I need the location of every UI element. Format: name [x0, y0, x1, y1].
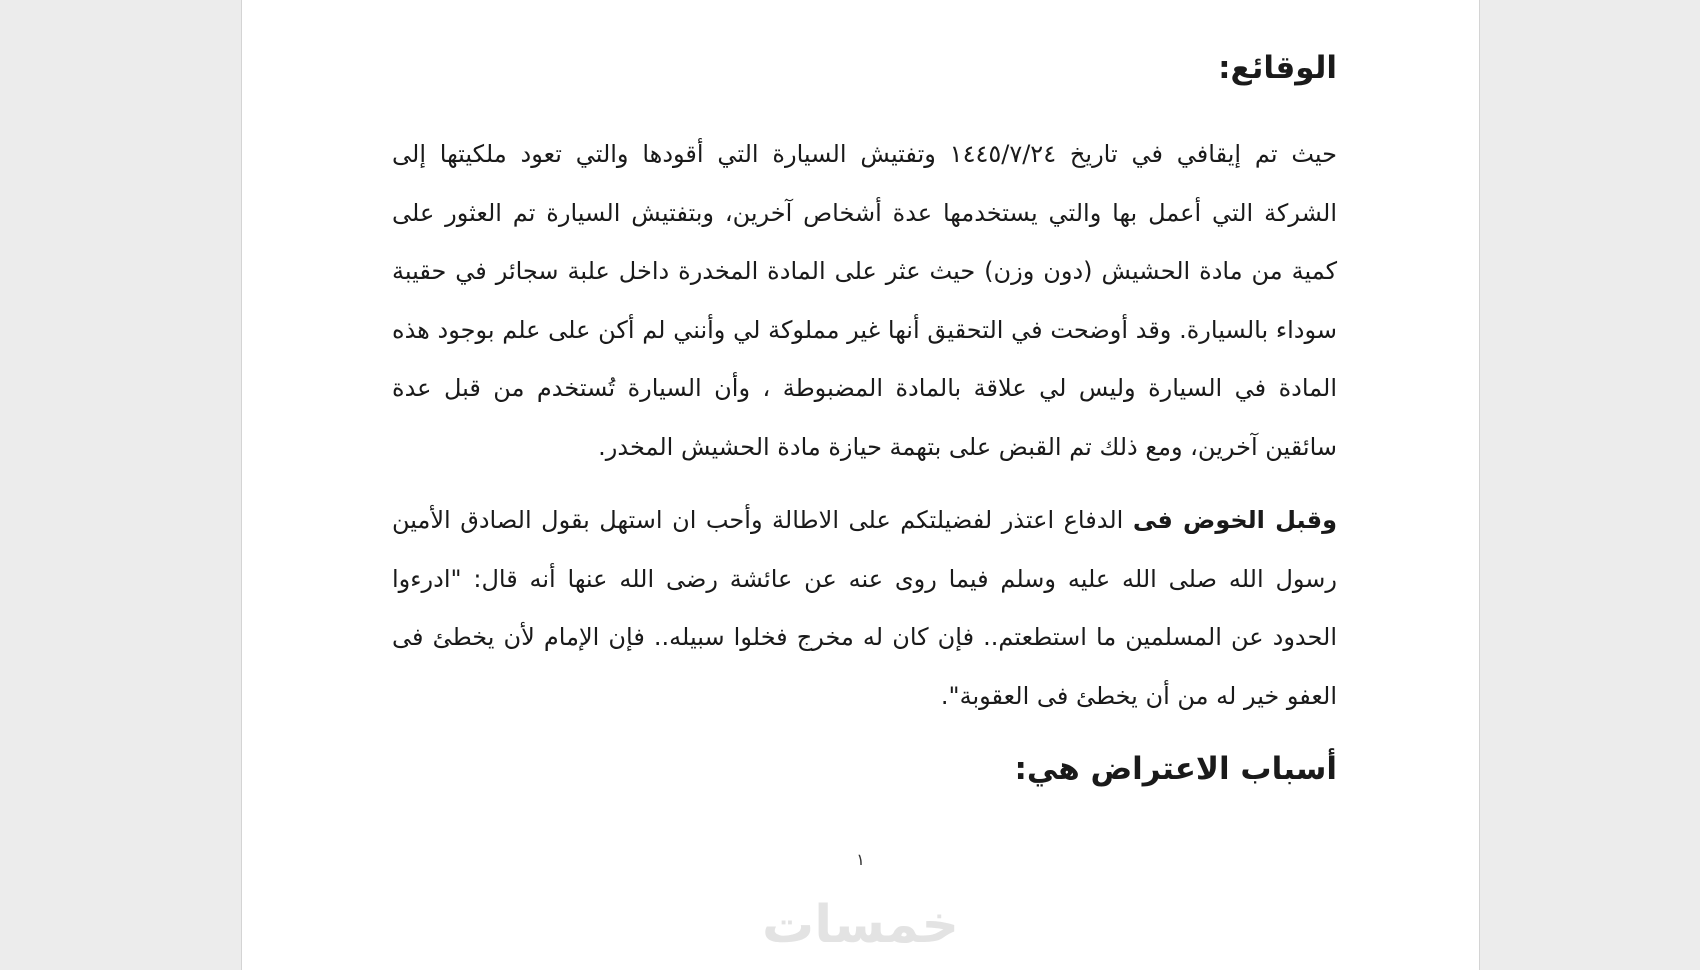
defense-paragraph-text: الدفاع اعتذر لفضيلتكم على الاطالة وأحب ان استهل بقول الصادق الأمين رسول الله صلى الله عليه وسلم فيما روى عنه عن عائشة رضى الله عنها أنه قال: "ادرءوا الحدود عن المسلمين ما استطعتم.. فإن كان له مخرج فخلوا سبيله.. فإن الإمام لأن يخطئ فى العفو خير له من أن يخطئ فى العقوبة". — [392, 506, 1337, 710]
document-page — [241, 0, 1480, 970]
reasons-heading: أسباب الاعتراض هي: — [1014, 751, 1337, 787]
page-content — [392, 40, 1337, 797]
facts-heading: الوقائع: — [1218, 50, 1337, 86]
defense-paragraph-bold-lead: وقبل الخوض فى — [1132, 506, 1337, 534]
watermark-logo: خمسات — [761, 895, 960, 955]
page-number: ١ — [856, 850, 865, 869]
facts-paragraph: حيث تم إيقافي في تاريخ ١٤٤٥/٧/٢٤ وتفتيش السيارة التي أقودها والتي تعود ملكيتها إلى الشركة التي أعمل بها والتي يستخدمها عدة أشخاص آخرين، وبتفتيش السيارة تم العثور على كمية من مادة الحشيش (دون وزن) حيث عثر على المادة المخدرة داخل علبة سجائر في حقيبة سوداء بالسيارة. وقد أوضحت في التحقيق أنها غير مملوكة لي وأنني لم أكن على علم بوجود هذه المادة في السيارة وليس لي علاقة بالمادة المضبوطة ، وأن السيارة تُستخدم من قبل عدة سائقين آخرين، ومع ذلك تم القبض على بتهمة حيازة مادة الحشيش المخدر. — [392, 140, 1337, 461]
defense-paragraph — [392, 491, 1337, 725]
